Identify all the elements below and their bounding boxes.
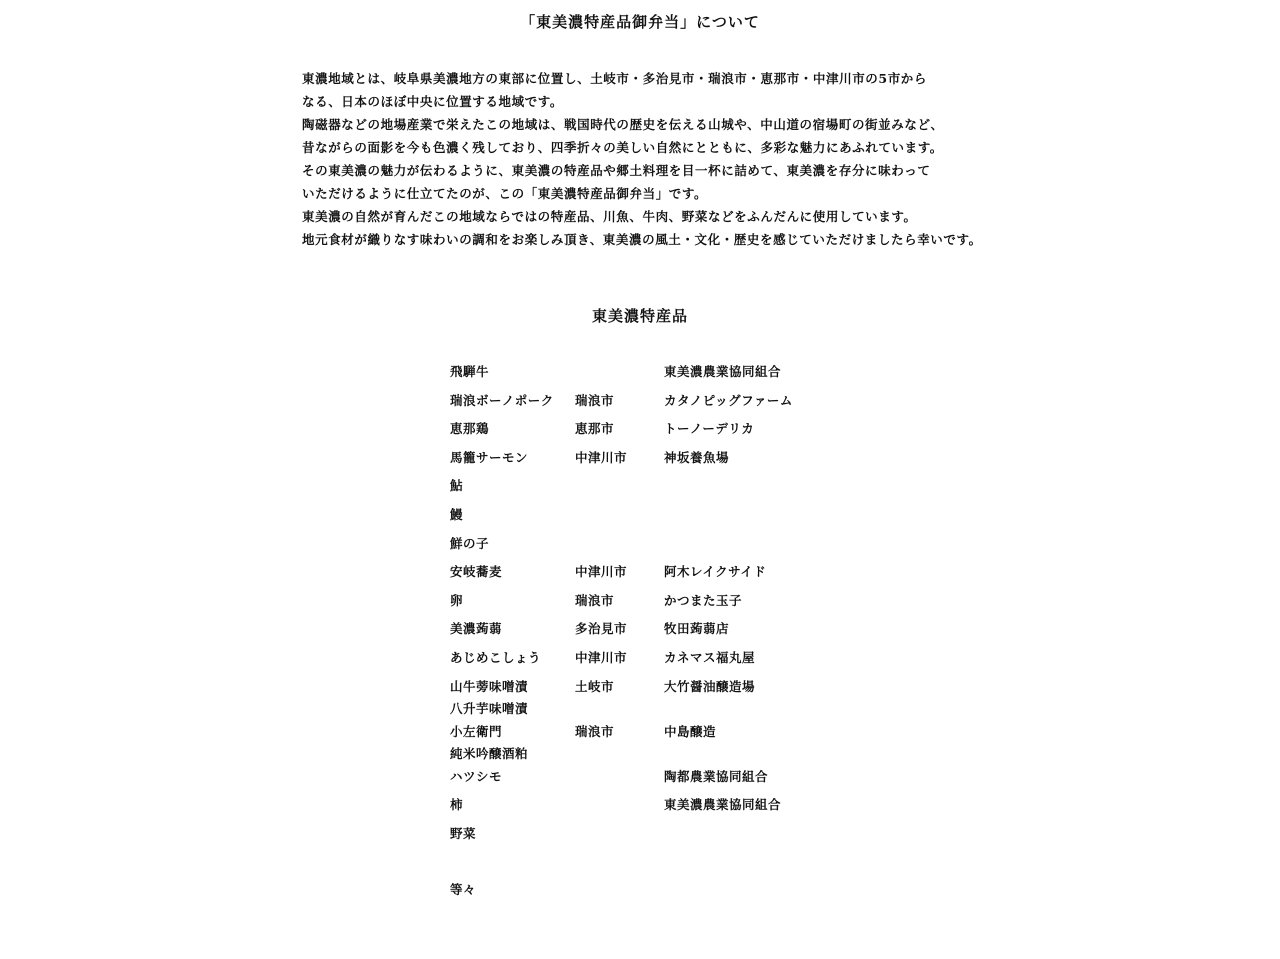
product-city: 土岐市 <box>575 678 615 694</box>
intro-line: 東美濃の自然が育んだこの地域ならではの特産品、川魚、牛肉、野菜などをふんだんに使用しています。 <box>302 209 917 224</box>
intro-line: 昔ながらの面影を今も色濃く残しており、四季折々の美しい自然にとともに、多彩な魅力にあふれています。 <box>302 140 943 155</box>
product-row <box>450 390 864 419</box>
product-row <box>450 618 864 647</box>
page-title: 「東美濃特産品御弁当」について <box>520 13 760 31</box>
product-city: 中津川市 <box>575 564 628 580</box>
product-name: 卵 <box>450 592 464 608</box>
product-name <box>450 676 575 721</box>
product-name: 瑞浪ボーノポーク <box>450 392 554 408</box>
intro-line: その東美濃の魅力が伝わるように、東美濃の特産品や郷土料理を目一杯に詰めて、東美濃を存分に味わって <box>302 163 931 178</box>
section-title: 東美濃特産品 <box>591 307 688 325</box>
product-name: 安岐蕎麦 <box>450 564 503 580</box>
product-name: 飛騨牛 <box>450 364 490 379</box>
product-city: 恵那市 <box>575 421 615 437</box>
product-name: ハツシモ <box>450 768 503 784</box>
intro-line: いただけるように仕立てたのが、この「東美濃特産品御弁当」です。 <box>302 186 708 201</box>
product-row <box>450 794 864 823</box>
product-maker: トーノーデリカ <box>664 421 755 437</box>
product-row <box>450 879 864 908</box>
product-row <box>450 533 864 562</box>
intro-line: 地元食材が織りなす味わいの調和をお楽しみ頂き、東美濃の風土・文化・歴史を感じていただけましたら幸いです。 <box>302 232 982 247</box>
product-name <box>450 721 575 766</box>
product-maker: 陶都農業協同組合 <box>664 768 769 784</box>
product-city: 瑞浪市 <box>575 592 615 608</box>
product-row <box>450 721 864 766</box>
product-name: あじめこしょう <box>450 649 542 665</box>
product-row <box>450 504 864 533</box>
product-row <box>450 647 864 676</box>
product-row <box>450 561 864 590</box>
product-maker: カネマス福丸屋 <box>664 649 756 665</box>
product-maker: 大竹醤油醸造場 <box>664 678 756 694</box>
product-name: 鮎 <box>450 478 464 494</box>
product-row <box>450 823 864 852</box>
product-maker: かつまた玉子 <box>664 592 743 608</box>
product-city: 瑞浪市 <box>575 392 615 408</box>
product-name: 美濃蒟蒻 <box>450 621 503 637</box>
product-maker: カタノピッグファーム <box>664 392 793 408</box>
intro-line: なる、日本のほぼ中央に位置する地域です。 <box>302 94 564 109</box>
product-name-line: 八升芋味噌漬 <box>450 701 529 717</box>
product-name: 鰻 <box>450 506 464 522</box>
product-maker: 牧田蒟蒻店 <box>664 621 730 637</box>
product-name-line: 小左衛門 <box>450 723 503 739</box>
product-maker: 阿木レイクサイド <box>664 564 767 580</box>
product-maker: 東美濃農業協同組合 <box>664 364 782 379</box>
product-name: 馬籠サーモン <box>450 449 529 465</box>
product-row <box>450 475 864 504</box>
intro-line: 東濃地域とは、岐阜県美濃地方の東部に位置し、土岐市・多治見市・瑞浪市・恵那市・中津川市の5市から <box>302 71 927 86</box>
product-maker: 神坂養魚場 <box>664 449 730 465</box>
product-list <box>450 361 864 908</box>
product-maker: 中島醸造 <box>664 723 717 739</box>
product-row <box>450 590 864 619</box>
product-row <box>450 361 864 390</box>
product-maker: 東美濃農業協同組合 <box>664 797 782 813</box>
product-row <box>450 447 864 476</box>
product-row <box>450 418 864 447</box>
product-name: 恵那鶏 <box>450 421 490 437</box>
product-city: 瑞浪市 <box>575 723 615 739</box>
intro-line: 陶磁器などの地場産業で栄えたこの地域は、戦国時代の歴史を伝える山城や、中山道の宿場町の街並みなど、 <box>302 117 944 132</box>
product-name: 等々 <box>450 882 477 898</box>
product-name: 柿 <box>450 797 464 813</box>
product-city: 中津川市 <box>575 649 628 665</box>
intro-text <box>302 67 982 251</box>
product-name-line: 山牛蒡味噌漬 <box>450 678 529 694</box>
product-city: 多治見市 <box>575 621 628 637</box>
product-name: 野菜 <box>450 825 477 841</box>
product-name: 鮮の子 <box>450 535 490 551</box>
product-name-line: 純米吟醸酒粕 <box>450 746 529 762</box>
product-row <box>450 676 864 721</box>
product-row <box>450 766 864 795</box>
product-city: 中津川市 <box>575 449 628 465</box>
